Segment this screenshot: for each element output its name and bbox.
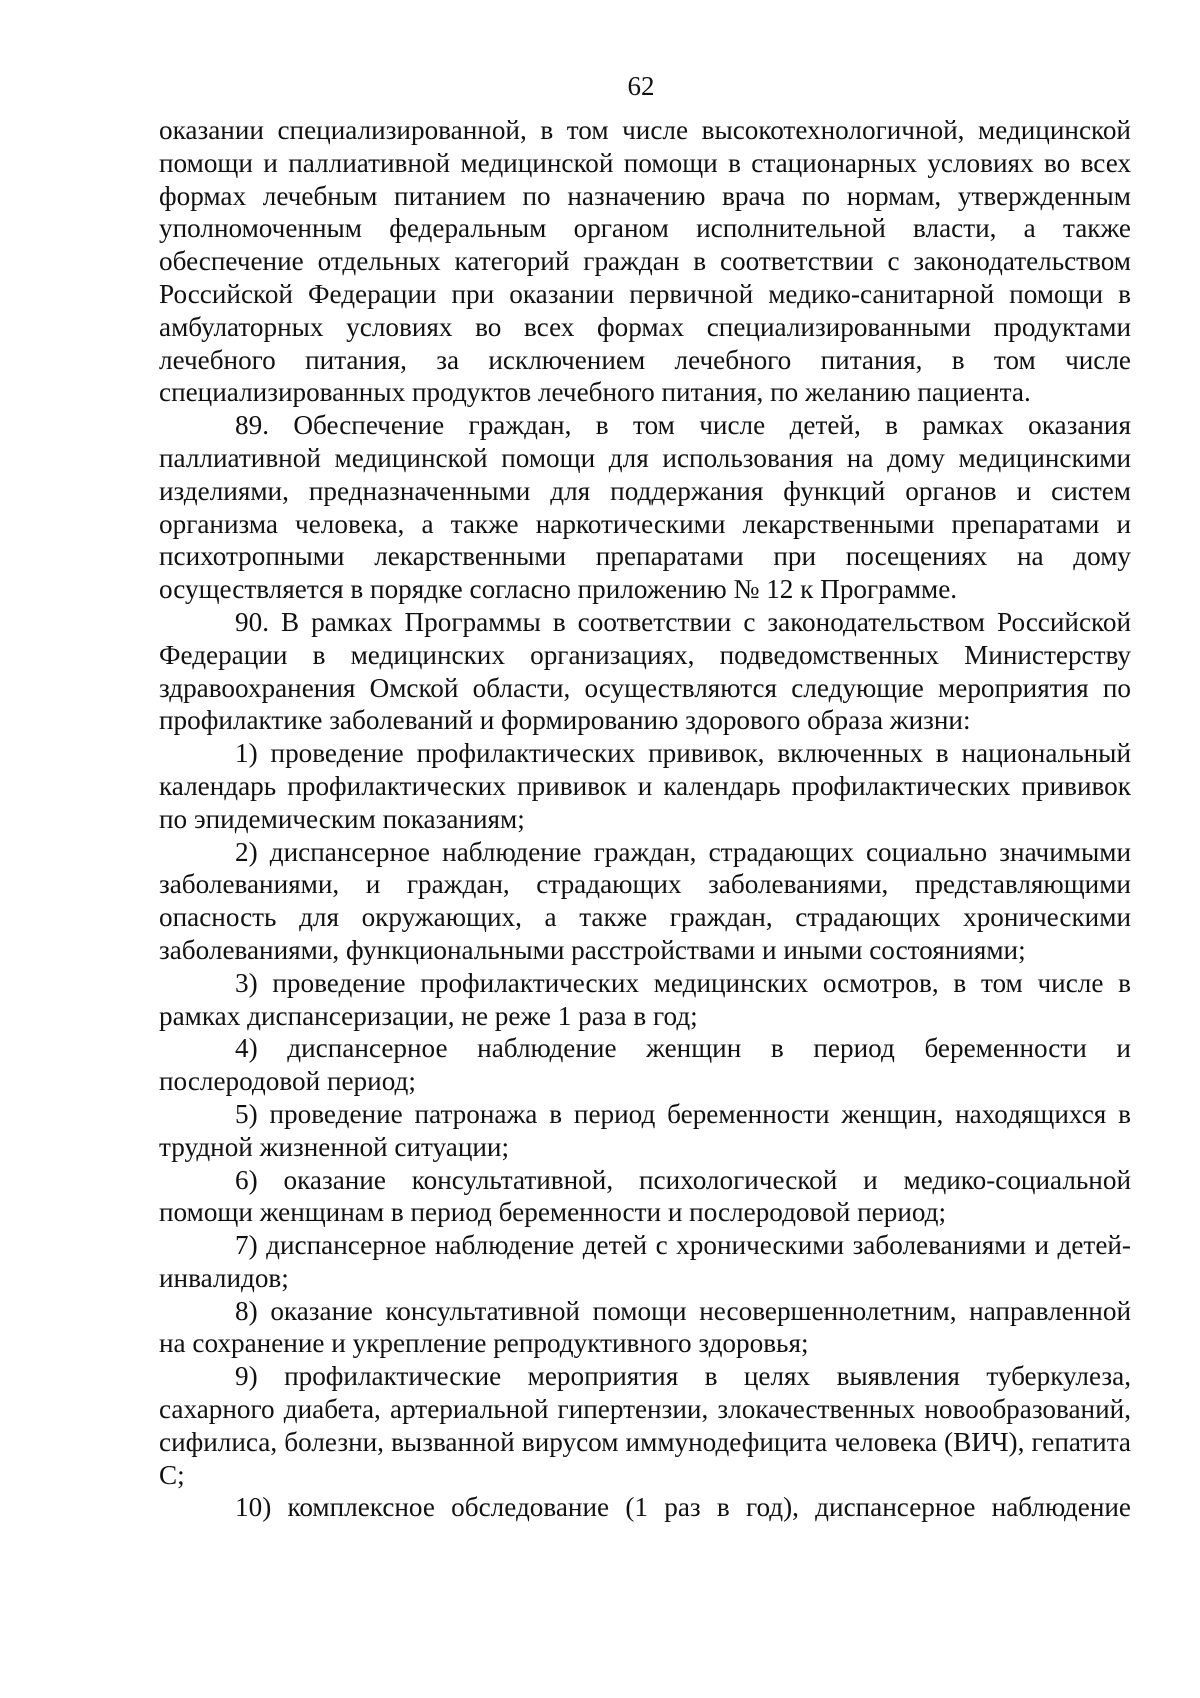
list-item-4: 4) диспансерное наблюдение женщин в период беременности и послеродовой период; (159, 1033, 1131, 1097)
paragraph-89: 89. Обеспечение граждан, в том числе детей, в рамках оказания паллиативной медицинской помощи для использования на дому медицинскими изделиями, предназначенными для поддержания функций органов и систем организма человека, а также наркотическими лекарственными препаратами и психотропными лекарственными препаратами при посещениях на дому осуществляется в порядке согласно приложению № 12 к Программе. (159, 410, 1131, 605)
list-item-6: 6) оказание консультативной, психологической и медико-социальной помощи женщинам в период беременности и послеродовой период; (159, 1164, 1131, 1228)
list-item-9: 9) профилактические мероприятия в целях выявления туберкулеза, сахарного диабета, артериальной гипертензии, злокачественных новообразований, сифилиса, болезни, вызванной вирусом иммунодефицита человека (ВИЧ), гепатита С; (159, 1361, 1131, 1490)
list-item-10: 10) комплексное обследование (1 раз в год), диспансерное наблюдение (235, 1492, 1131, 1523)
page-number: 62 (627, 71, 655, 101)
list-item-5: 5) проведение патронажа в период беременности женщин, находящихся в трудной жизненной ситуации; (159, 1098, 1131, 1162)
list-item-3: 3) проведение профилактических медицинских осмотров, в том числе в рамках диспансеризации, не реже 1 раза в год; (159, 967, 1131, 1031)
paragraph-continuation: оказании специализированной, в том числе высокотехнологичной, медицинской помощи и паллиативной медицинской помощи в стационарных условиях во всех формах лечебным питанием по назначению врача по нормам, утвержденным уполномоченным федеральным органом исполнительной власти, а также обеспечение отдельных категорий граждан в соответствии с законодательством Российской Федерации при оказании первичной медико-санитарной помощи в амбулаторных условиях во всех формах специализированными продуктами лечебного питания, за исключением лечебного питания, в том числе специализированных продуктов лечебного питания, по желанию пациента. (159, 115, 1131, 408)
document-body (159, 114, 1131, 1524)
list-item-7: 7) диспансерное наблюдение детей с хроническими заболеваниями и детей-инвалидов; (159, 1230, 1131, 1293)
list-item-2: 2) диспансерное наблюдение граждан, страдающих социально значимыми заболеваниями, и граждан, страдающих заболеваниями, представляющими опасность для окружающих, а также граждан, страдающих хроническими заболеваниями, функциональными расстройствами и иными состояниями; (159, 836, 1131, 965)
list-item-8: 8) оказание консультативной помощи несовершеннолетним, направленной на сохранение и укрепление репродуктивного здоровья; (159, 1295, 1131, 1359)
paragraph-90: 90. В рамках Программы в соответствии с законодательством Российской Федерации в медицинских организациях, подведомственных Министерству здравоохранения Омской области, осуществляются следующие мероприятия по профилактике заболеваний и формированию здорового образа жизни: (159, 606, 1131, 736)
list-item-1: 1) проведение профилактических прививок, включенных в национальный календарь профилактических прививок и календарь профилактических прививок по эпидемическим показаниям; (159, 738, 1131, 834)
